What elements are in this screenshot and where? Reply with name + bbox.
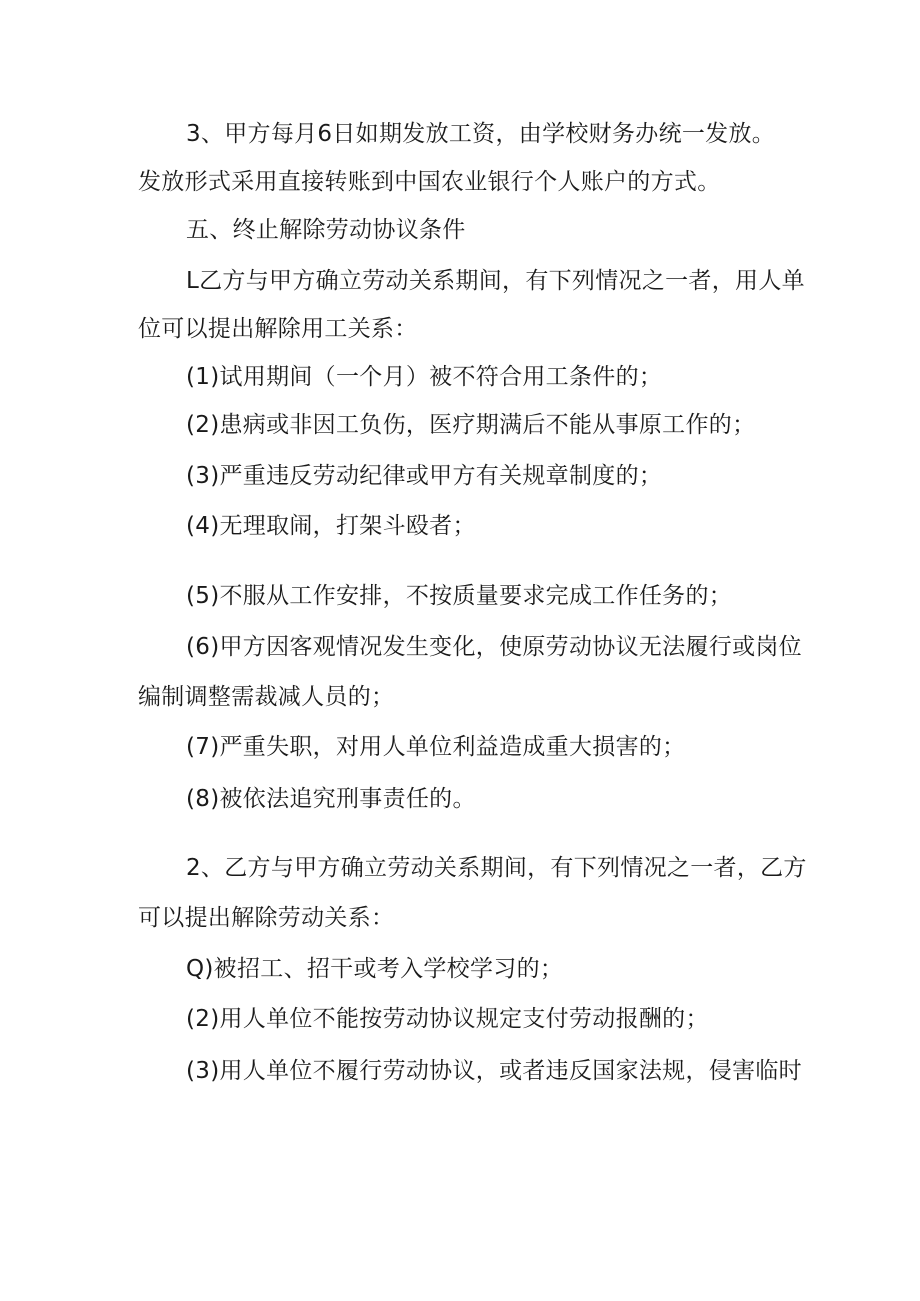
section-heading-termination: 五、终止解除劳动协议条件: [186, 217, 466, 243]
paragraph-salary-payment-date: 3、甲方每月6日如期发放工资，由学校财务办统一发放。: [186, 121, 776, 147]
clause-1-intro: L乙方与甲方确立劳动关系期间，有下列情况之一者，用人单: [186, 268, 805, 294]
clause-1-item-5: (5)不服从工作安排，不按质量要求完成工作任务的；: [186, 583, 733, 609]
clause-1-intro-continued: 位可以提出解除用工关系：: [138, 316, 418, 342]
clause-1-item-3: (3)严重违反劳动纪律或甲方有关规章制度的；: [186, 463, 663, 489]
clause-2-item-1: Q)被招工、招干或考入学校学习的；: [186, 956, 564, 982]
clause-1-item-4: (4)无理取闹，打架斗殴者；: [186, 513, 476, 539]
clause-2-intro-continued: 可以提出解除劳动关系：: [138, 905, 395, 931]
clause-1-item-6: (6)甲方因客观情况发生变化，使原劳动协议无法履行或岗位: [186, 634, 802, 660]
clause-1-item-2: (2)患病或非因工负伤，医疗期满后不能从事原工作的；: [186, 412, 756, 438]
clause-1-item-7: (7)严重失职，对用人单位利益造成重大损害的；: [186, 734, 686, 760]
clause-2-item-2: (2)用人单位不能按劳动协议规定支付劳动报酬的；: [186, 1006, 709, 1032]
paragraph-salary-payment-method: 发放形式采用直接转账到中国农业银行个人账户的方式。: [138, 169, 721, 195]
clause-2-intro: 2、乙方与甲方确立劳动关系期间，有下列情况之一者，乙方: [186, 855, 807, 881]
clause-1-item-6-continued: 编制调整需裁减人员的；: [138, 684, 395, 710]
clause-2-item-3: (3)用人单位不履行劳动协议，或者违反国家法规，侵害临时: [186, 1058, 802, 1084]
clause-1-item-8: (8)被依法追究刑事责任的。: [186, 786, 476, 812]
clause-1-item-1: (1)试用期间（一个月）被不符合用工条件的；: [186, 364, 663, 390]
